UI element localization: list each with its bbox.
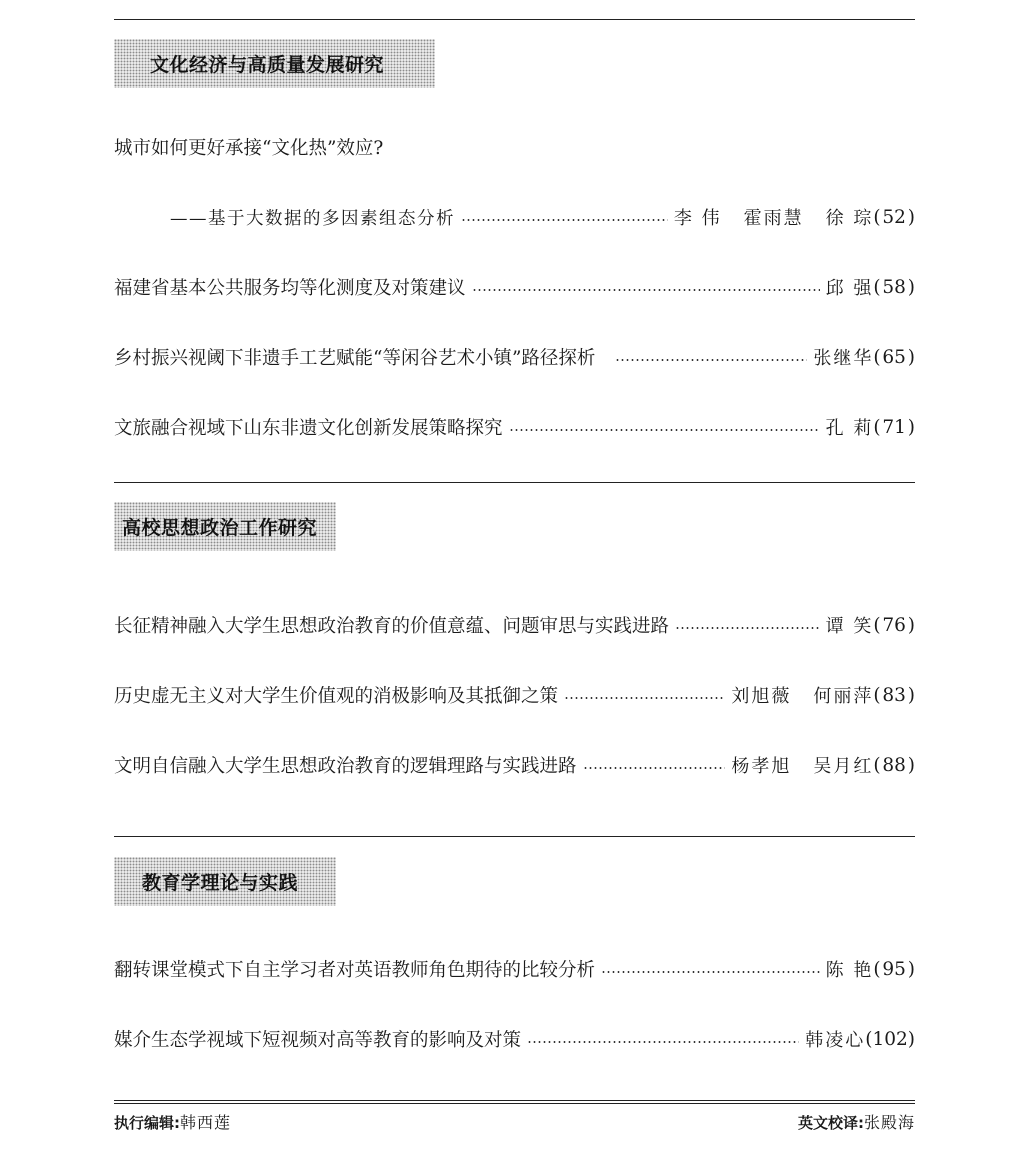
leader-dots	[615, 359, 807, 361]
article-title: 福建省基本公共服务均等化测度及对策建议	[114, 278, 466, 299]
article-authors: 张继华	[813, 348, 874, 369]
leader-dots	[509, 429, 820, 431]
article-title: 乡村振兴视阈下非遗手工艺赋能“等闲谷艺术小镇”路径探析	[114, 348, 596, 369]
article-title: 长征精神融入大学生思想政治教育的价值意蕴、问题审思与实践进路	[114, 616, 670, 637]
page-number: ( 52 )	[873, 206, 915, 228]
toc-entry[interactable]	[114, 952, 915, 986]
article-authors: 邱 强	[825, 278, 874, 299]
page-number: ( 65 )	[873, 346, 915, 368]
article-title: 媒介生态学视域下短视频对高等教育的影响及对策	[114, 1030, 522, 1051]
article-authors: 谭 笑	[825, 616, 874, 637]
article-authors: 刘旭薇 何丽萍	[731, 686, 874, 707]
article-authors: 韩凌心	[805, 1030, 866, 1051]
leader-dots	[601, 971, 820, 973]
toc-entry[interactable]	[114, 340, 915, 374]
toc-entry[interactable]	[114, 748, 915, 782]
toc-entry[interactable]	[114, 608, 915, 642]
page-number: ( 76 )	[873, 614, 915, 636]
article-title: 文明自信融入大学生思想政治教育的逻辑理路与实践进路	[114, 756, 577, 777]
article-title: 文旅融合视域下山东非遗文化创新发展策略探究	[114, 418, 503, 439]
leader-dots	[527, 1041, 799, 1043]
footer	[114, 1108, 915, 1134]
page-number: (102)	[865, 1028, 915, 1050]
translator-name: 张殿海	[863, 1112, 915, 1132]
leader-dots	[583, 767, 726, 769]
section-top-rule-2	[114, 482, 915, 483]
page-number: ( 58 )	[873, 276, 915, 298]
footer-rule	[114, 1100, 915, 1104]
leader-dots	[461, 219, 668, 221]
editor-label: 执行编辑:	[114, 1113, 180, 1132]
leader-dots	[472, 289, 820, 291]
toc-entry[interactable]	[170, 200, 915, 234]
article-title: 历史虚无主义对大学生价值观的消极影响及其抵御之策	[114, 686, 559, 707]
toc-entry[interactable]	[114, 678, 915, 712]
article-authors: 孔 莉	[825, 418, 874, 439]
toc-entry[interactable]	[114, 410, 915, 444]
article-authors: 李 伟 霍雨慧 徐 琮	[673, 208, 874, 229]
section-header-2	[114, 502, 336, 551]
article-title: 城市如何更好承接“文化热”效应?	[114, 138, 384, 159]
translator-credit	[798, 1110, 915, 1133]
section-header-1	[114, 39, 435, 88]
toc-entry[interactable]	[114, 1022, 915, 1056]
page-number: ( 95 )	[873, 958, 915, 980]
leader-dots	[675, 627, 820, 629]
section-top-rule-1	[114, 19, 915, 20]
leader-dots	[564, 697, 725, 699]
toc-entry[interactable]	[114, 130, 915, 164]
editor-credit	[114, 1110, 231, 1133]
section-header-3	[114, 857, 336, 906]
section-title: 文化经济与高质量发展研究	[150, 54, 385, 76]
article-title: 翻转课堂模式下自主学习者对英语教师角色期待的比较分析	[114, 960, 596, 981]
section-title: 教育学理论与实践	[142, 872, 299, 894]
editor-name: 韩西莲	[180, 1112, 232, 1132]
section-top-rule-3	[114, 836, 915, 837]
article-authors: 杨孝旭 吴月红	[731, 756, 874, 777]
page-number: ( 83 )	[873, 684, 915, 706]
page-number: ( 88 )	[873, 754, 915, 776]
page-number: ( 71 )	[873, 416, 915, 438]
toc-entry[interactable]	[114, 270, 915, 304]
article-subtitle: ——基于大数据的多因素组态分析	[170, 208, 455, 229]
translator-label: 英文校译:	[797, 1113, 864, 1132]
article-authors: 陈 艳	[825, 960, 874, 981]
section-title: 高校思想政治工作研究	[122, 517, 318, 539]
